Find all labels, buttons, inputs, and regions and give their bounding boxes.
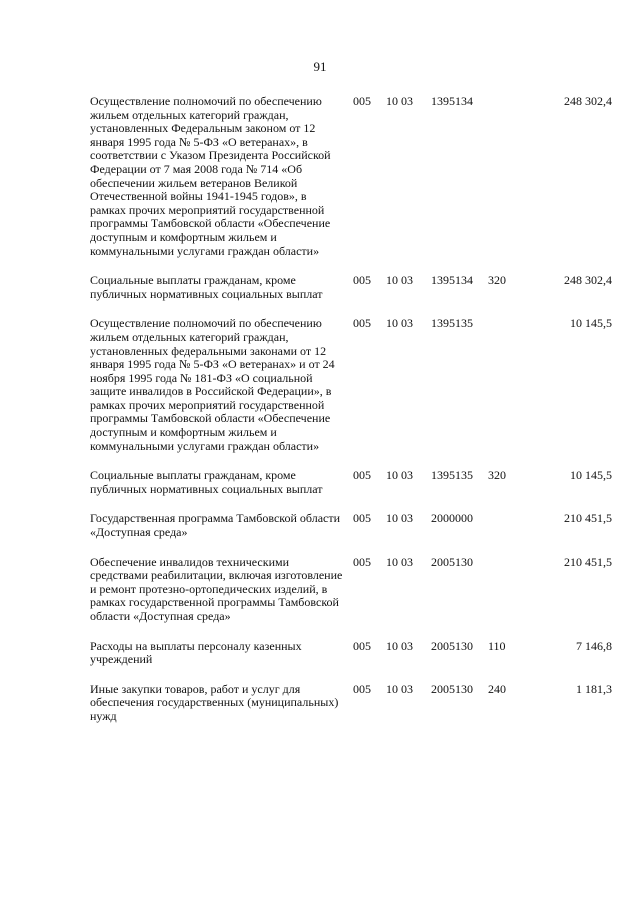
item-name: Обеспечение инвалидов техническими средствами реабилитации, включая изготовление и ремонт протезно-ортопедических изделий, в рамках государственной программы Тамбовской области «Доступная среда» (90, 554, 343, 623)
expense-type-code: 320 (488, 273, 506, 288)
expense-type-code (488, 556, 534, 640)
table-row (90, 469, 612, 512)
ministry-code: 005 (353, 511, 371, 526)
target-article-code: 1395135 (431, 316, 473, 331)
expense-type-code (488, 317, 534, 469)
item-name: Расходы на выплаты персоналу казенных учреждений (90, 638, 302, 667)
target-article-code: 2005130 (431, 638, 473, 653)
section-code: 10 03 (386, 273, 413, 288)
amount: 248 302,4 (564, 273, 612, 288)
amount: 10 145,5 (570, 468, 612, 483)
item-name: Государственная программа Тамбовской области «Доступная среда» (90, 511, 341, 540)
item-name: Осуществление полномочий по обеспечению жильем отдельных категорий граждан, установленных федеральными законами от 12 января 1995 года № 5-ФЗ «О ветеранах» и от 24 ноября 1995 года № 181-ФЗ «О социальной защите инвалидов в Российской Федерации», в рамках прочих мероприятий государственной программы Тамбовской области «Обеспечение доступным и комфортным жильем и коммунальными услугами граждан области» (90, 316, 335, 453)
section-code: 10 03 (386, 511, 413, 526)
section-code: 10 03 (386, 94, 413, 108)
amount: 7 146,8 (576, 638, 612, 653)
section-code: 10 03 (386, 316, 413, 331)
amount: 248 302,4 (564, 94, 612, 108)
ministry-code: 005 (353, 273, 371, 288)
target-article-code: 1395134 (431, 273, 473, 288)
ministry-code: 005 (353, 468, 371, 483)
ministry-code: 005 (353, 94, 371, 108)
table-row (90, 274, 612, 317)
section-code: 10 03 (386, 554, 413, 569)
table-row (90, 317, 612, 469)
section-code: 10 03 (386, 638, 413, 653)
amount: 210 451,5 (564, 554, 612, 569)
budget-table (90, 95, 612, 740)
item-name: Осуществление полномочий по обеспечению жильем отдельных категорий граждан, установленных Федеральным законом от 12 января 1995 года № 5-ФЗ «О ветеранах», в соответствии с Указом Президента Российской Федерации от 7 мая 2008 года № 714 «Об обеспечении жильем ветеранов Великой Отечественной войны 1941-1945 годов», в рамках прочих мероприятий государственной программы Тамбовской области «Обеспечение доступным и комфортным жильем и коммунальными услугами граждан области» (90, 94, 331, 258)
amount: 10 145,5 (570, 316, 612, 331)
table-row (90, 683, 612, 740)
item-name: Иные закупки товаров, работ и услуг для обеспечения государственных (муниципальных) нужд (90, 681, 339, 723)
amount: 210 451,5 (564, 511, 612, 526)
section-code: 10 03 (386, 681, 413, 696)
table-row (90, 95, 612, 274)
target-article-code: 2005130 (431, 681, 473, 696)
expense-type-code (488, 95, 534, 274)
table-row (90, 512, 612, 555)
ministry-code: 005 (353, 554, 371, 569)
item-name: Социальные выплаты гражданам, кроме публичных нормативных социальных выплат (90, 273, 323, 301)
item-name: Социальные выплаты гражданам, кроме публичных нормативных социальных выплат (90, 468, 323, 496)
expense-type-code (488, 512, 534, 555)
expense-type-code: 110 (488, 638, 506, 653)
target-article-code: 2000000 (431, 511, 473, 526)
section-code: 10 03 (386, 468, 413, 483)
table-row (90, 556, 612, 640)
ministry-code: 005 (353, 316, 371, 331)
ministry-code: 005 (353, 681, 371, 696)
expense-type-code: 320 (488, 468, 506, 483)
page-number: 91 (313, 59, 327, 74)
ministry-code: 005 (353, 638, 371, 653)
amount: 1 181,3 (576, 681, 612, 696)
table-row (90, 640, 612, 683)
target-article-code: 2005130 (431, 554, 473, 569)
expense-type-code: 240 (488, 681, 506, 696)
target-article-code: 1395135 (431, 468, 473, 483)
target-article-code: 1395134 (431, 94, 473, 108)
